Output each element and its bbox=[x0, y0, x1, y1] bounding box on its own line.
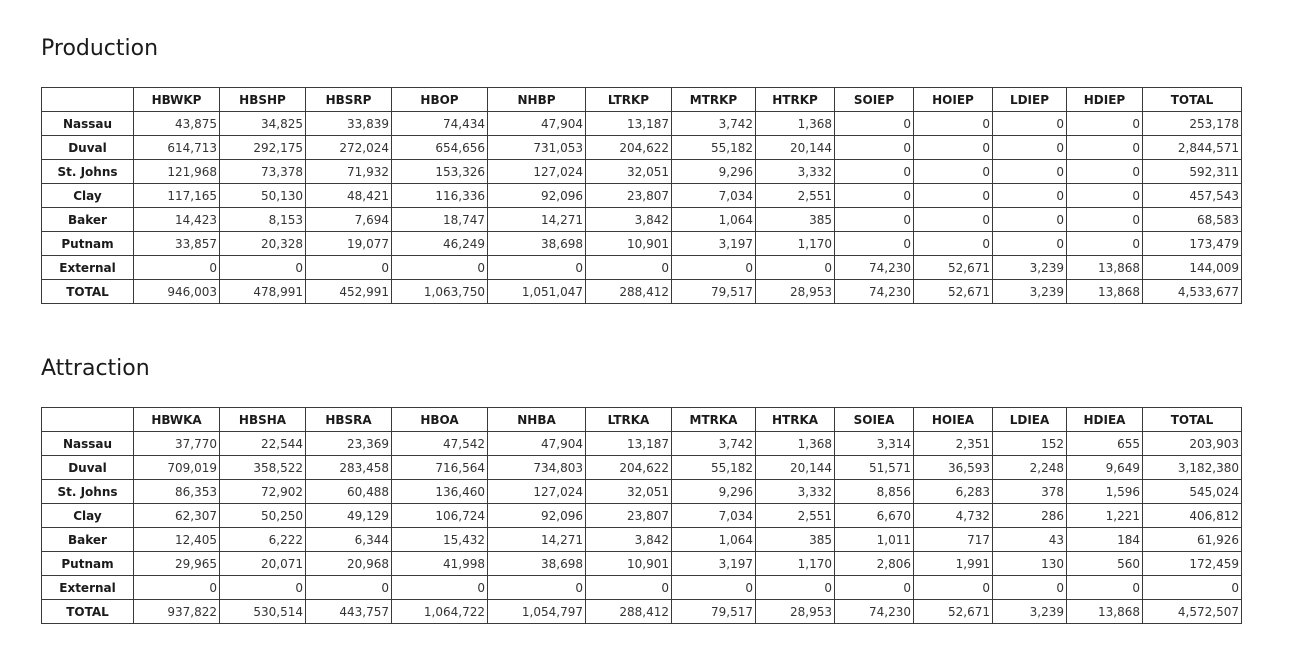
table-cell: 23,369 bbox=[306, 432, 392, 456]
row-label: Baker bbox=[42, 208, 134, 232]
table-cell: 286 bbox=[993, 504, 1067, 528]
table-cell: 32,051 bbox=[586, 160, 672, 184]
table-cell: 0 bbox=[835, 184, 914, 208]
column-header-hbsha: HBSHA bbox=[220, 408, 306, 432]
table-cell: 0 bbox=[586, 576, 672, 600]
table-cell: 106,724 bbox=[392, 504, 488, 528]
table-cell: 144,009 bbox=[1143, 256, 1242, 280]
table-cell: 3,239 bbox=[993, 256, 1067, 280]
table-cell: 32,051 bbox=[586, 480, 672, 504]
table-cell: 560 bbox=[1067, 552, 1143, 576]
table-cell: 8,153 bbox=[220, 208, 306, 232]
table-cell: 184 bbox=[1067, 528, 1143, 552]
table-cell: 3,314 bbox=[835, 432, 914, 456]
table-cell: 358,522 bbox=[220, 456, 306, 480]
production-table bbox=[41, 87, 1242, 304]
table-row bbox=[42, 112, 1242, 136]
table-cell: 272,024 bbox=[306, 136, 392, 160]
table-cell: 7,034 bbox=[672, 504, 756, 528]
table-cell: 253,178 bbox=[1143, 112, 1242, 136]
table-cell: 19,077 bbox=[306, 232, 392, 256]
column-header-hbwka: HBWKA bbox=[134, 408, 220, 432]
table-cell: 46,249 bbox=[392, 232, 488, 256]
table-cell: 283,458 bbox=[306, 456, 392, 480]
corner-header-cell bbox=[42, 88, 134, 112]
table-row bbox=[42, 600, 1242, 624]
column-header-hoiea: HOIEA bbox=[914, 408, 993, 432]
table-cell: 55,182 bbox=[672, 136, 756, 160]
table-cell: 1,221 bbox=[1067, 504, 1143, 528]
table-cell: 18,747 bbox=[392, 208, 488, 232]
table-cell: 614,713 bbox=[134, 136, 220, 160]
table-cell: 86,353 bbox=[134, 480, 220, 504]
table-cell: 6,670 bbox=[835, 504, 914, 528]
table-cell: 52,671 bbox=[914, 600, 993, 624]
table-cell: 1,051,047 bbox=[488, 280, 586, 304]
column-header-hoiep: HOIEP bbox=[914, 88, 993, 112]
table-cell: 79,517 bbox=[672, 600, 756, 624]
table-cell: 52,671 bbox=[914, 256, 993, 280]
table-cell: 1,991 bbox=[914, 552, 993, 576]
table-cell: 0 bbox=[914, 232, 993, 256]
attraction-section-title: Attraction bbox=[41, 356, 150, 381]
table-cell: 14,271 bbox=[488, 208, 586, 232]
table-cell: 0 bbox=[488, 256, 586, 280]
table-row bbox=[42, 528, 1242, 552]
table-cell: 173,479 bbox=[1143, 232, 1242, 256]
table-cell: 152 bbox=[993, 432, 1067, 456]
table-cell: 385 bbox=[756, 208, 835, 232]
table-cell: 6,283 bbox=[914, 480, 993, 504]
column-header-hbshp: HBSHP bbox=[220, 88, 306, 112]
table-cell: 0 bbox=[1067, 184, 1143, 208]
table-cell: 1,064 bbox=[672, 528, 756, 552]
table-cell: 55,182 bbox=[672, 456, 756, 480]
table-cell: 0 bbox=[306, 256, 392, 280]
table-cell: 1,063,750 bbox=[392, 280, 488, 304]
table-cell: 74,230 bbox=[835, 600, 914, 624]
table-cell: 172,459 bbox=[1143, 552, 1242, 576]
table-cell: 0 bbox=[993, 136, 1067, 160]
table-cell: 41,998 bbox=[392, 552, 488, 576]
table-cell: 1,596 bbox=[1067, 480, 1143, 504]
table-row bbox=[42, 184, 1242, 208]
column-header-mtrka: MTRKA bbox=[672, 408, 756, 432]
table-cell: 385 bbox=[756, 528, 835, 552]
table-cell: 0 bbox=[1067, 208, 1143, 232]
production-table-body bbox=[42, 112, 1242, 304]
table-cell: 48,421 bbox=[306, 184, 392, 208]
table-cell: 37,770 bbox=[134, 432, 220, 456]
table-cell: 0 bbox=[993, 184, 1067, 208]
table-row bbox=[42, 280, 1242, 304]
header-row bbox=[42, 88, 1242, 112]
table-cell: 0 bbox=[392, 256, 488, 280]
header-row bbox=[42, 408, 1242, 432]
table-cell: 937,822 bbox=[134, 600, 220, 624]
table-cell: 204,622 bbox=[586, 456, 672, 480]
table-cell: 13,187 bbox=[586, 432, 672, 456]
table-cell: 62,307 bbox=[134, 504, 220, 528]
table-cell: 34,825 bbox=[220, 112, 306, 136]
column-header-htrkp: HTRKP bbox=[756, 88, 835, 112]
row-label: Clay bbox=[42, 504, 134, 528]
row-label: External bbox=[42, 256, 134, 280]
production-table-header bbox=[42, 88, 1242, 112]
table-cell: 92,096 bbox=[488, 184, 586, 208]
table-cell: 52,671 bbox=[914, 280, 993, 304]
table-cell: 74,434 bbox=[392, 112, 488, 136]
table-cell: 9,296 bbox=[672, 160, 756, 184]
table-cell: 74,230 bbox=[835, 256, 914, 280]
table-cell: 49,129 bbox=[306, 504, 392, 528]
table-cell: 3,742 bbox=[672, 112, 756, 136]
table-cell: 13,868 bbox=[1067, 280, 1143, 304]
table-row bbox=[42, 136, 1242, 160]
table-row bbox=[42, 432, 1242, 456]
table-cell: 292,175 bbox=[220, 136, 306, 160]
table-cell: 204,622 bbox=[586, 136, 672, 160]
table-cell: 127,024 bbox=[488, 480, 586, 504]
table-cell: 1,064,722 bbox=[392, 600, 488, 624]
table-cell: 13,868 bbox=[1067, 256, 1143, 280]
table-cell: 2,844,571 bbox=[1143, 136, 1242, 160]
table-cell: 47,542 bbox=[392, 432, 488, 456]
table-cell: 47,904 bbox=[488, 432, 586, 456]
table-cell: 3,239 bbox=[993, 600, 1067, 624]
table-cell: 545,024 bbox=[1143, 480, 1242, 504]
table-cell: 47,904 bbox=[488, 112, 586, 136]
table-cell: 130 bbox=[993, 552, 1067, 576]
table-cell: 7,694 bbox=[306, 208, 392, 232]
table-cell: 9,649 bbox=[1067, 456, 1143, 480]
table-cell: 0 bbox=[914, 112, 993, 136]
table-cell: 452,991 bbox=[306, 280, 392, 304]
table-row bbox=[42, 160, 1242, 184]
column-header-nhba: NHBA bbox=[488, 408, 586, 432]
table-cell: 3,332 bbox=[756, 160, 835, 184]
table-cell: 73,378 bbox=[220, 160, 306, 184]
table-cell: 36,593 bbox=[914, 456, 993, 480]
table-cell: 4,533,677 bbox=[1143, 280, 1242, 304]
table-row bbox=[42, 256, 1242, 280]
table-cell: 0 bbox=[1067, 576, 1143, 600]
table-cell: 136,460 bbox=[392, 480, 488, 504]
table-cell: 14,271 bbox=[488, 528, 586, 552]
table-cell: 457,543 bbox=[1143, 184, 1242, 208]
production-section-title: Production bbox=[41, 36, 159, 61]
table-cell: 6,222 bbox=[220, 528, 306, 552]
table-cell: 717 bbox=[914, 528, 993, 552]
column-header-mtrkp: MTRKP bbox=[672, 88, 756, 112]
table-cell: 0 bbox=[993, 208, 1067, 232]
row-label: External bbox=[42, 576, 134, 600]
table-cell: 0 bbox=[756, 576, 835, 600]
table-cell: 20,328 bbox=[220, 232, 306, 256]
table-row bbox=[42, 504, 1242, 528]
table-cell: 2,551 bbox=[756, 504, 835, 528]
column-header-ldiea: LDIEA bbox=[993, 408, 1067, 432]
column-header-nhbp: NHBP bbox=[488, 88, 586, 112]
table-cell: 0 bbox=[914, 576, 993, 600]
column-header-soiep: SOIEP bbox=[835, 88, 914, 112]
table-cell: 2,351 bbox=[914, 432, 993, 456]
table-cell: 0 bbox=[1067, 112, 1143, 136]
table-cell: 74,230 bbox=[835, 280, 914, 304]
column-header-hdiea: HDIEA bbox=[1067, 408, 1143, 432]
table-cell: 38,698 bbox=[488, 232, 586, 256]
table-cell: 23,807 bbox=[586, 504, 672, 528]
table-cell: 92,096 bbox=[488, 504, 586, 528]
table-cell: 29,965 bbox=[134, 552, 220, 576]
table-cell: 2,551 bbox=[756, 184, 835, 208]
table-cell: 378 bbox=[993, 480, 1067, 504]
table-cell: 10,901 bbox=[586, 232, 672, 256]
table-cell: 20,144 bbox=[756, 456, 835, 480]
table-cell: 3,842 bbox=[586, 528, 672, 552]
table-cell: 946,003 bbox=[134, 280, 220, 304]
table-cell: 4,572,507 bbox=[1143, 600, 1242, 624]
table-cell: 2,806 bbox=[835, 552, 914, 576]
table-cell: 1,368 bbox=[756, 112, 835, 136]
table-cell: 12,405 bbox=[134, 528, 220, 552]
table-cell: 530,514 bbox=[220, 600, 306, 624]
table-cell: 10,901 bbox=[586, 552, 672, 576]
table-cell: 0 bbox=[672, 256, 756, 280]
row-label: Duval bbox=[42, 136, 134, 160]
row-label: TOTAL bbox=[42, 280, 134, 304]
table-row bbox=[42, 576, 1242, 600]
table-cell: 13,187 bbox=[586, 112, 672, 136]
table-cell: 1,170 bbox=[756, 232, 835, 256]
column-header-soiea: SOIEA bbox=[835, 408, 914, 432]
table-cell: 3,197 bbox=[672, 552, 756, 576]
table-cell: 654,656 bbox=[392, 136, 488, 160]
table-cell: 1,054,797 bbox=[488, 600, 586, 624]
row-label: TOTAL bbox=[42, 600, 134, 624]
table-cell: 43 bbox=[993, 528, 1067, 552]
table-cell: 0 bbox=[1067, 136, 1143, 160]
column-header-total: TOTAL bbox=[1143, 88, 1242, 112]
table-cell: 406,812 bbox=[1143, 504, 1242, 528]
table-cell: 731,053 bbox=[488, 136, 586, 160]
row-label: Putnam bbox=[42, 552, 134, 576]
table-cell: 13,868 bbox=[1067, 600, 1143, 624]
table-cell: 0 bbox=[306, 576, 392, 600]
table-cell: 0 bbox=[835, 208, 914, 232]
table-cell: 68,583 bbox=[1143, 208, 1242, 232]
table-cell: 0 bbox=[993, 160, 1067, 184]
table-cell: 51,571 bbox=[835, 456, 914, 480]
table-cell: 0 bbox=[1067, 232, 1143, 256]
table-cell: 15,432 bbox=[392, 528, 488, 552]
row-label: Putnam bbox=[42, 232, 134, 256]
column-header-hbwkp: HBWKP bbox=[134, 88, 220, 112]
column-header-total: TOTAL bbox=[1143, 408, 1242, 432]
table-cell: 121,968 bbox=[134, 160, 220, 184]
table-cell: 0 bbox=[586, 256, 672, 280]
attraction-table bbox=[41, 407, 1242, 624]
table-cell: 3,197 bbox=[672, 232, 756, 256]
table-cell: 0 bbox=[1143, 576, 1242, 600]
corner-header-cell bbox=[42, 408, 134, 432]
row-label: St. Johns bbox=[42, 480, 134, 504]
table-cell: 1,064 bbox=[672, 208, 756, 232]
table-cell: 33,839 bbox=[306, 112, 392, 136]
table-cell: 9,296 bbox=[672, 480, 756, 504]
table-cell: 0 bbox=[134, 256, 220, 280]
table-cell: 443,757 bbox=[306, 600, 392, 624]
table-cell: 0 bbox=[993, 576, 1067, 600]
table-cell: 0 bbox=[993, 112, 1067, 136]
table-cell: 0 bbox=[835, 112, 914, 136]
table-cell: 79,517 bbox=[672, 280, 756, 304]
table-cell: 3,182,380 bbox=[1143, 456, 1242, 480]
table-cell: 22,544 bbox=[220, 432, 306, 456]
table-cell: 4,732 bbox=[914, 504, 993, 528]
row-label: Baker bbox=[42, 528, 134, 552]
column-header-hbsrp: HBSRP bbox=[306, 88, 392, 112]
table-cell: 153,326 bbox=[392, 160, 488, 184]
table-cell: 592,311 bbox=[1143, 160, 1242, 184]
column-header-ltrkp: LTRKP bbox=[586, 88, 672, 112]
row-label: St. Johns bbox=[42, 160, 134, 184]
table-cell: 709,019 bbox=[134, 456, 220, 480]
table-row bbox=[42, 456, 1242, 480]
table-cell: 3,842 bbox=[586, 208, 672, 232]
table-cell: 0 bbox=[835, 576, 914, 600]
table-cell: 60,488 bbox=[306, 480, 392, 504]
table-cell: 203,903 bbox=[1143, 432, 1242, 456]
table-row bbox=[42, 480, 1242, 504]
table-cell: 71,932 bbox=[306, 160, 392, 184]
table-cell: 20,968 bbox=[306, 552, 392, 576]
row-label: Nassau bbox=[42, 112, 134, 136]
attraction-table-header bbox=[42, 408, 1242, 432]
table-row bbox=[42, 232, 1242, 256]
column-header-ltrka: LTRKA bbox=[586, 408, 672, 432]
table-cell: 0 bbox=[914, 160, 993, 184]
table-cell: 0 bbox=[914, 136, 993, 160]
table-cell: 288,412 bbox=[586, 280, 672, 304]
table-cell: 0 bbox=[392, 576, 488, 600]
row-label: Clay bbox=[42, 184, 134, 208]
table-cell: 0 bbox=[835, 160, 914, 184]
table-cell: 7,034 bbox=[672, 184, 756, 208]
table-cell: 14,423 bbox=[134, 208, 220, 232]
table-cell: 50,130 bbox=[220, 184, 306, 208]
column-header-ldiep: LDIEP bbox=[993, 88, 1067, 112]
table-cell: 3,239 bbox=[993, 280, 1067, 304]
table-cell: 38,698 bbox=[488, 552, 586, 576]
column-header-hbsra: HBSRA bbox=[306, 408, 392, 432]
table-cell: 0 bbox=[756, 256, 835, 280]
table-cell: 0 bbox=[914, 184, 993, 208]
column-header-htrka: HTRKA bbox=[756, 408, 835, 432]
table-cell: 0 bbox=[672, 576, 756, 600]
table-cell: 43,875 bbox=[134, 112, 220, 136]
table-cell: 2,248 bbox=[993, 456, 1067, 480]
table-cell: 0 bbox=[835, 136, 914, 160]
table-cell: 28,953 bbox=[756, 600, 835, 624]
table-cell: 288,412 bbox=[586, 600, 672, 624]
table-cell: 716,564 bbox=[392, 456, 488, 480]
table-cell: 0 bbox=[220, 576, 306, 600]
table-cell: 0 bbox=[488, 576, 586, 600]
table-cell: 116,336 bbox=[392, 184, 488, 208]
column-header-hboa: HBOA bbox=[392, 408, 488, 432]
table-cell: 20,144 bbox=[756, 136, 835, 160]
table-cell: 117,165 bbox=[134, 184, 220, 208]
attraction-table-body bbox=[42, 432, 1242, 624]
table-cell: 50,250 bbox=[220, 504, 306, 528]
table-cell: 478,991 bbox=[220, 280, 306, 304]
table-cell: 3,742 bbox=[672, 432, 756, 456]
table-cell: 655 bbox=[1067, 432, 1143, 456]
table-cell: 1,170 bbox=[756, 552, 835, 576]
table-cell: 0 bbox=[134, 576, 220, 600]
table-cell: 0 bbox=[914, 208, 993, 232]
column-header-hdiep: HDIEP bbox=[1067, 88, 1143, 112]
table-cell: 734,803 bbox=[488, 456, 586, 480]
row-label: Duval bbox=[42, 456, 134, 480]
column-header-hbop: HBOP bbox=[392, 88, 488, 112]
table-cell: 127,024 bbox=[488, 160, 586, 184]
table-cell: 0 bbox=[220, 256, 306, 280]
table-cell: 0 bbox=[1067, 160, 1143, 184]
table-cell: 72,902 bbox=[220, 480, 306, 504]
table-cell: 0 bbox=[993, 232, 1067, 256]
table-row bbox=[42, 208, 1242, 232]
table-cell: 3,332 bbox=[756, 480, 835, 504]
table-cell: 1,368 bbox=[756, 432, 835, 456]
table-cell: 20,071 bbox=[220, 552, 306, 576]
table-cell: 1,011 bbox=[835, 528, 914, 552]
table-cell: 28,953 bbox=[756, 280, 835, 304]
table-cell: 23,807 bbox=[586, 184, 672, 208]
table-cell: 33,857 bbox=[134, 232, 220, 256]
table-row bbox=[42, 552, 1242, 576]
row-label: Nassau bbox=[42, 432, 134, 456]
table-cell: 8,856 bbox=[835, 480, 914, 504]
table-cell: 0 bbox=[835, 232, 914, 256]
table-cell: 6,344 bbox=[306, 528, 392, 552]
table-cell: 61,926 bbox=[1143, 528, 1242, 552]
